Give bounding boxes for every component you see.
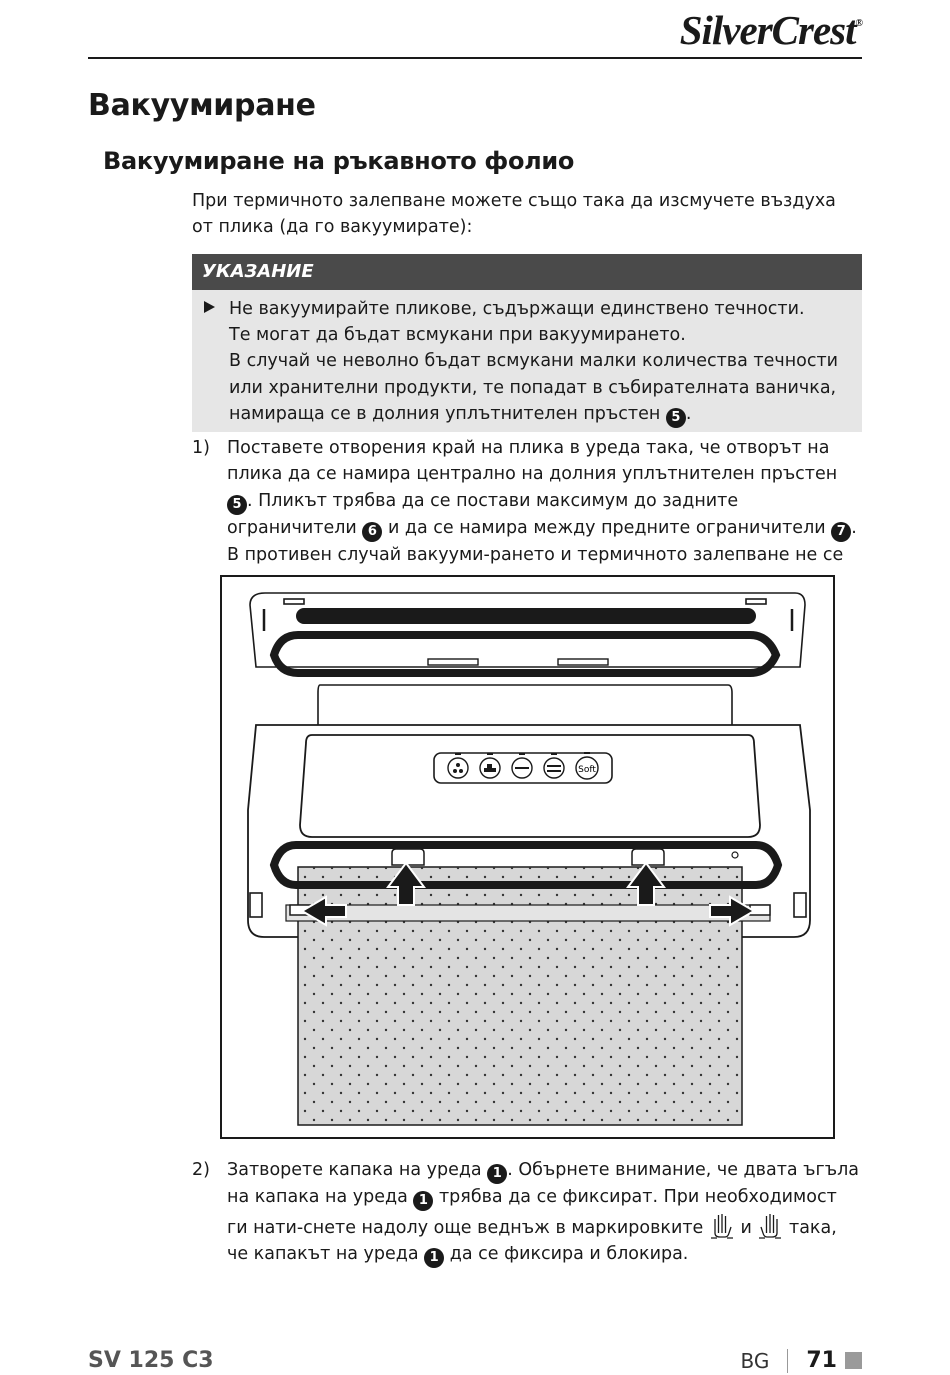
- footer-language: BG: [740, 1348, 770, 1373]
- hand-press-right-icon: [757, 1211, 783, 1239]
- control-panel-housing: [300, 735, 760, 837]
- ref-number: 7: [831, 522, 851, 542]
- step-text: Поставете отворения край на плика в уреда така, че отворът на плика да се намира централно на долния уплътнителен пръстен 5 . Пликът трябва да се постави максимум до задните ограничители 6 и да се намира между предните ограничители 7 . В противен случай вакууми-рането и термичното залепване не се: [227, 438, 857, 565]
- page-number: 71: [806, 1348, 837, 1373]
- footer-model: SV 125 C3: [88, 1348, 214, 1373]
- notice-line: Не вакуумирайте пликове, съдържащи единствено течности.: [229, 299, 805, 319]
- notice-body: [192, 290, 862, 428]
- ref-number: 1: [424, 1248, 444, 1268]
- upper-sealing-bar: [296, 608, 756, 624]
- intro-paragraph: При термичното залепване можете също така да изсмучете въздуха от плика (да го вакуумирате):: [192, 191, 836, 237]
- step-number: 2): [192, 1160, 210, 1180]
- notice-title: УКАЗАНИЕ: [192, 254, 862, 290]
- ref-number: 1: [413, 1191, 433, 1211]
- vacuum-sealer-illustration: [220, 575, 835, 1139]
- footer-page-info: [741, 1348, 863, 1373]
- step-number: 1): [192, 438, 210, 458]
- moist-button-icon: [448, 758, 468, 778]
- notice-line: Те могат да бъдат всмукани при вакуумирането.: [229, 325, 686, 346]
- notice-box: [192, 254, 862, 432]
- notice-line: В случай че неволно бъдат всмукани малки количества течности или хранителни продукти, те попадат в събирателната ваничка, намираща се в долния уплътнителен пръстен 5 .: [229, 348, 848, 427]
- section-title: Вакуумиране: [88, 88, 316, 123]
- seal-button-icon: [544, 758, 564, 778]
- triangle-right-icon: [204, 301, 215, 313]
- step-1: [192, 435, 862, 595]
- square-marker-icon: [845, 1352, 862, 1369]
- ref-number: 6: [362, 522, 382, 542]
- subsection-title: Вакуумиране на ръкавното фолио: [103, 147, 575, 175]
- hand-press-left-icon: [709, 1211, 735, 1239]
- ref-number: 5: [227, 495, 247, 515]
- header-rule: [88, 57, 862, 59]
- brand-logo: SilverCrest®: [679, 7, 862, 53]
- ref-number: 1: [487, 1164, 507, 1184]
- step-text: Затворете капака на уреда 1 . Обърнете внимание, че двата ъгъла на капака на уреда 1 трябва да се фиксират. При необходимост ги нати-снете надолу още веднъж в маркировките и така, че капакът на уреда 1 да се фиксира и блокира.: [227, 1157, 862, 1268]
- ref-number: 5: [666, 408, 686, 428]
- step-2: [192, 1157, 862, 1268]
- footer-separator: [787, 1349, 788, 1373]
- soft-button-label: Soft: [578, 765, 596, 775]
